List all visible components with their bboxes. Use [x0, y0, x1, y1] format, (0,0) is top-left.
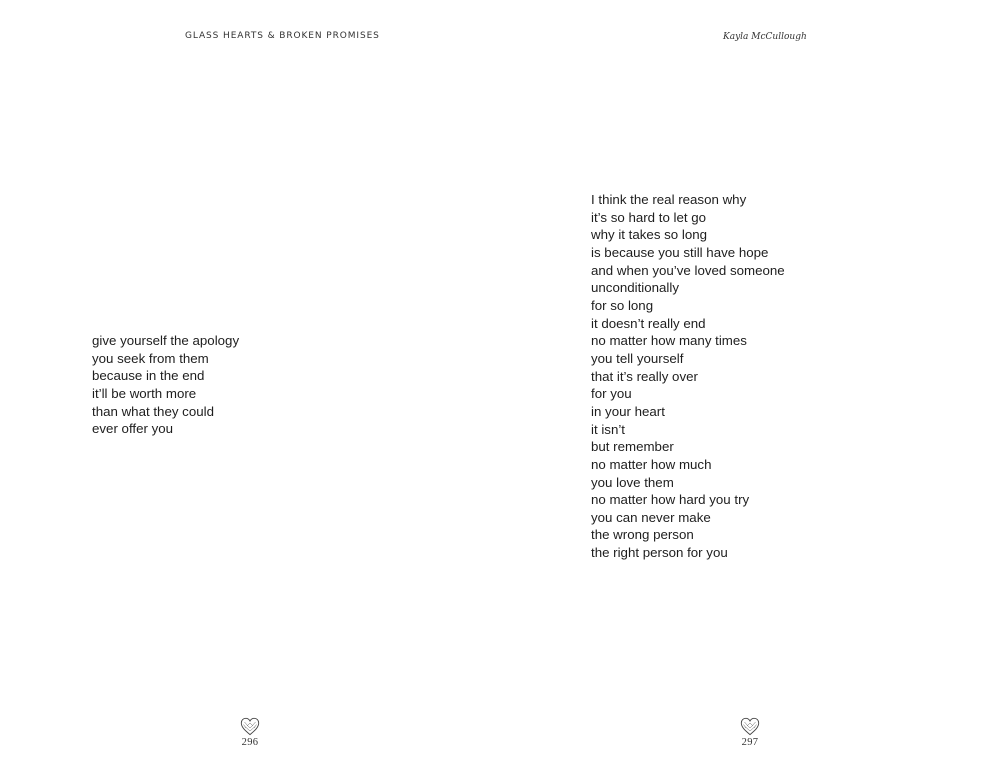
poem-line: and when you’ve loved someone — [591, 262, 785, 278]
poem-line: the right person for you — [591, 545, 728, 561]
poem-line: for you — [591, 386, 632, 402]
poem-line: it’s so hard to let go — [591, 209, 707, 225]
poem-line: no matter how many times — [591, 333, 747, 349]
poem-line: is because you still have hope — [591, 244, 769, 260]
right-page — [500, 0, 1000, 774]
page-number: 296 — [241, 737, 259, 748]
poem-line: why it takes so long — [591, 227, 708, 243]
heart-icon — [240, 717, 260, 736]
author-signature: Kayla McCullough — [723, 32, 807, 42]
poem-line: no matter how much — [591, 456, 712, 472]
poem-line: you can never make — [591, 509, 711, 525]
poem-line: it doesn’t really end — [591, 315, 706, 331]
poem-line: no matter how hard you try — [591, 492, 750, 508]
poem-line: give yourself the apology — [92, 333, 240, 348]
poem-line: you love them — [591, 474, 674, 490]
heart-icon — [740, 717, 760, 736]
poem-line: because in the end — [92, 368, 205, 384]
poem-line: it’ll be worth more — [92, 385, 197, 401]
poem-line: ever offer you — [92, 421, 174, 437]
poem-line: the wrong person — [591, 527, 694, 543]
right-folio — [730, 717, 770, 748]
poem-line: you tell yourself — [591, 350, 684, 366]
poem-line: but remember — [591, 439, 674, 455]
poem-line: than what they could — [92, 403, 214, 419]
poem-line: unconditionally — [591, 280, 679, 296]
poem-line: it isn’t — [591, 421, 625, 437]
left-folio — [230, 717, 270, 748]
page-number: 297 — [741, 737, 759, 748]
left-poem — [92, 332, 239, 438]
poem-line: I think the real reason why — [591, 192, 747, 207]
poem-line: for so long — [591, 297, 654, 313]
right-poem — [591, 191, 785, 562]
poem-line: in your heart — [591, 403, 665, 419]
running-title: GLASS HEARTS & BROKEN PROMISES — [185, 31, 380, 41]
poem-line: you seek from them — [92, 350, 209, 366]
poem-line: that it’s really over — [591, 368, 698, 384]
